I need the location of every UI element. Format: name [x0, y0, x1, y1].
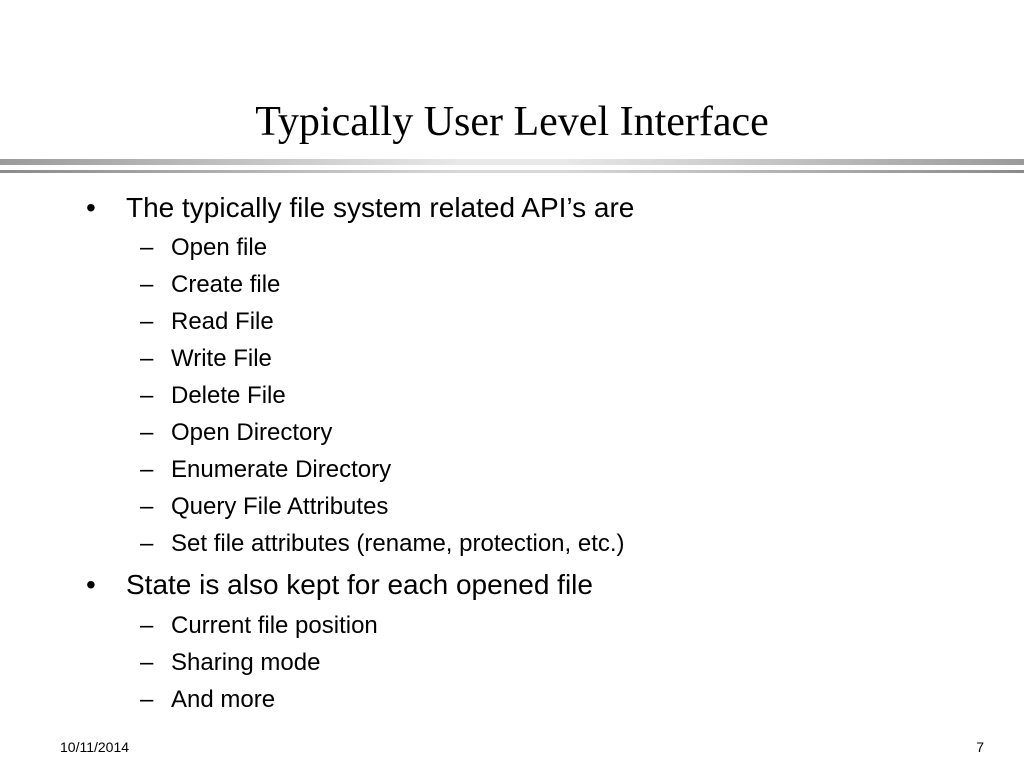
- bullet-item: [0, 190, 1024, 230]
- sub-bullet-item: [0, 307, 1024, 339]
- dash-glyph: –: [140, 530, 154, 557]
- sub-bullet-item: [0, 381, 1024, 413]
- bullet-glyph: •: [86, 569, 96, 600]
- dash-glyph: –: [140, 456, 154, 483]
- dash-glyph: –: [140, 419, 154, 446]
- dash-glyph: –: [140, 271, 154, 298]
- dash-glyph: –: [140, 612, 154, 639]
- sub-bullet-text: And more: [171, 686, 276, 713]
- slide-title: Typically User Level Interface: [255, 99, 769, 145]
- dash-glyph: –: [140, 382, 154, 409]
- sub-bullet-text: Create file: [171, 271, 281, 298]
- sub-bullet-item: [0, 344, 1024, 376]
- sub-bullet-text: Open file: [171, 234, 268, 261]
- footer-date: 10/11/2014: [60, 739, 130, 755]
- slide-number: 7: [976, 739, 984, 755]
- sub-bullet-item: [0, 270, 1024, 302]
- sub-bullet-text: Read File: [171, 308, 274, 335]
- dash-glyph: –: [140, 686, 154, 713]
- dash-glyph: –: [140, 345, 154, 372]
- sub-bullet-text: Current file position: [171, 612, 378, 639]
- sub-bullet-item: [0, 233, 1024, 265]
- bullet-text: The typically file system related API’s are: [126, 192, 635, 223]
- dash-glyph: –: [140, 493, 154, 520]
- sub-bullet-text: Open Directory: [171, 419, 333, 446]
- sub-bullet-text: Enumerate Directory: [171, 456, 392, 483]
- sub-bullet-item: [0, 685, 1024, 717]
- sub-bullet-item: [0, 418, 1024, 450]
- sub-bullet-item: [0, 529, 1024, 561]
- sub-bullet-item: [0, 611, 1024, 643]
- sub-bullet-text: Write File: [171, 345, 272, 372]
- dash-glyph: –: [140, 234, 154, 261]
- sub-bullet-text: Delete File: [171, 382, 286, 409]
- bullet-text: State is also kept for each opened file: [126, 569, 593, 600]
- dash-glyph: –: [140, 649, 154, 676]
- bullet-item: [0, 567, 1024, 607]
- sub-bullet-item: [0, 492, 1024, 524]
- sub-bullet-item: [0, 455, 1024, 487]
- sub-bullet-text: Set file attributes (rename, protection, etc.): [171, 530, 625, 557]
- bullet-glyph: •: [86, 192, 96, 223]
- dash-glyph: –: [140, 308, 154, 335]
- sub-bullet-text: Sharing mode: [171, 649, 321, 676]
- sub-bullet-text: Query File Attributes: [171, 493, 389, 520]
- sub-bullet-item: [0, 648, 1024, 680]
